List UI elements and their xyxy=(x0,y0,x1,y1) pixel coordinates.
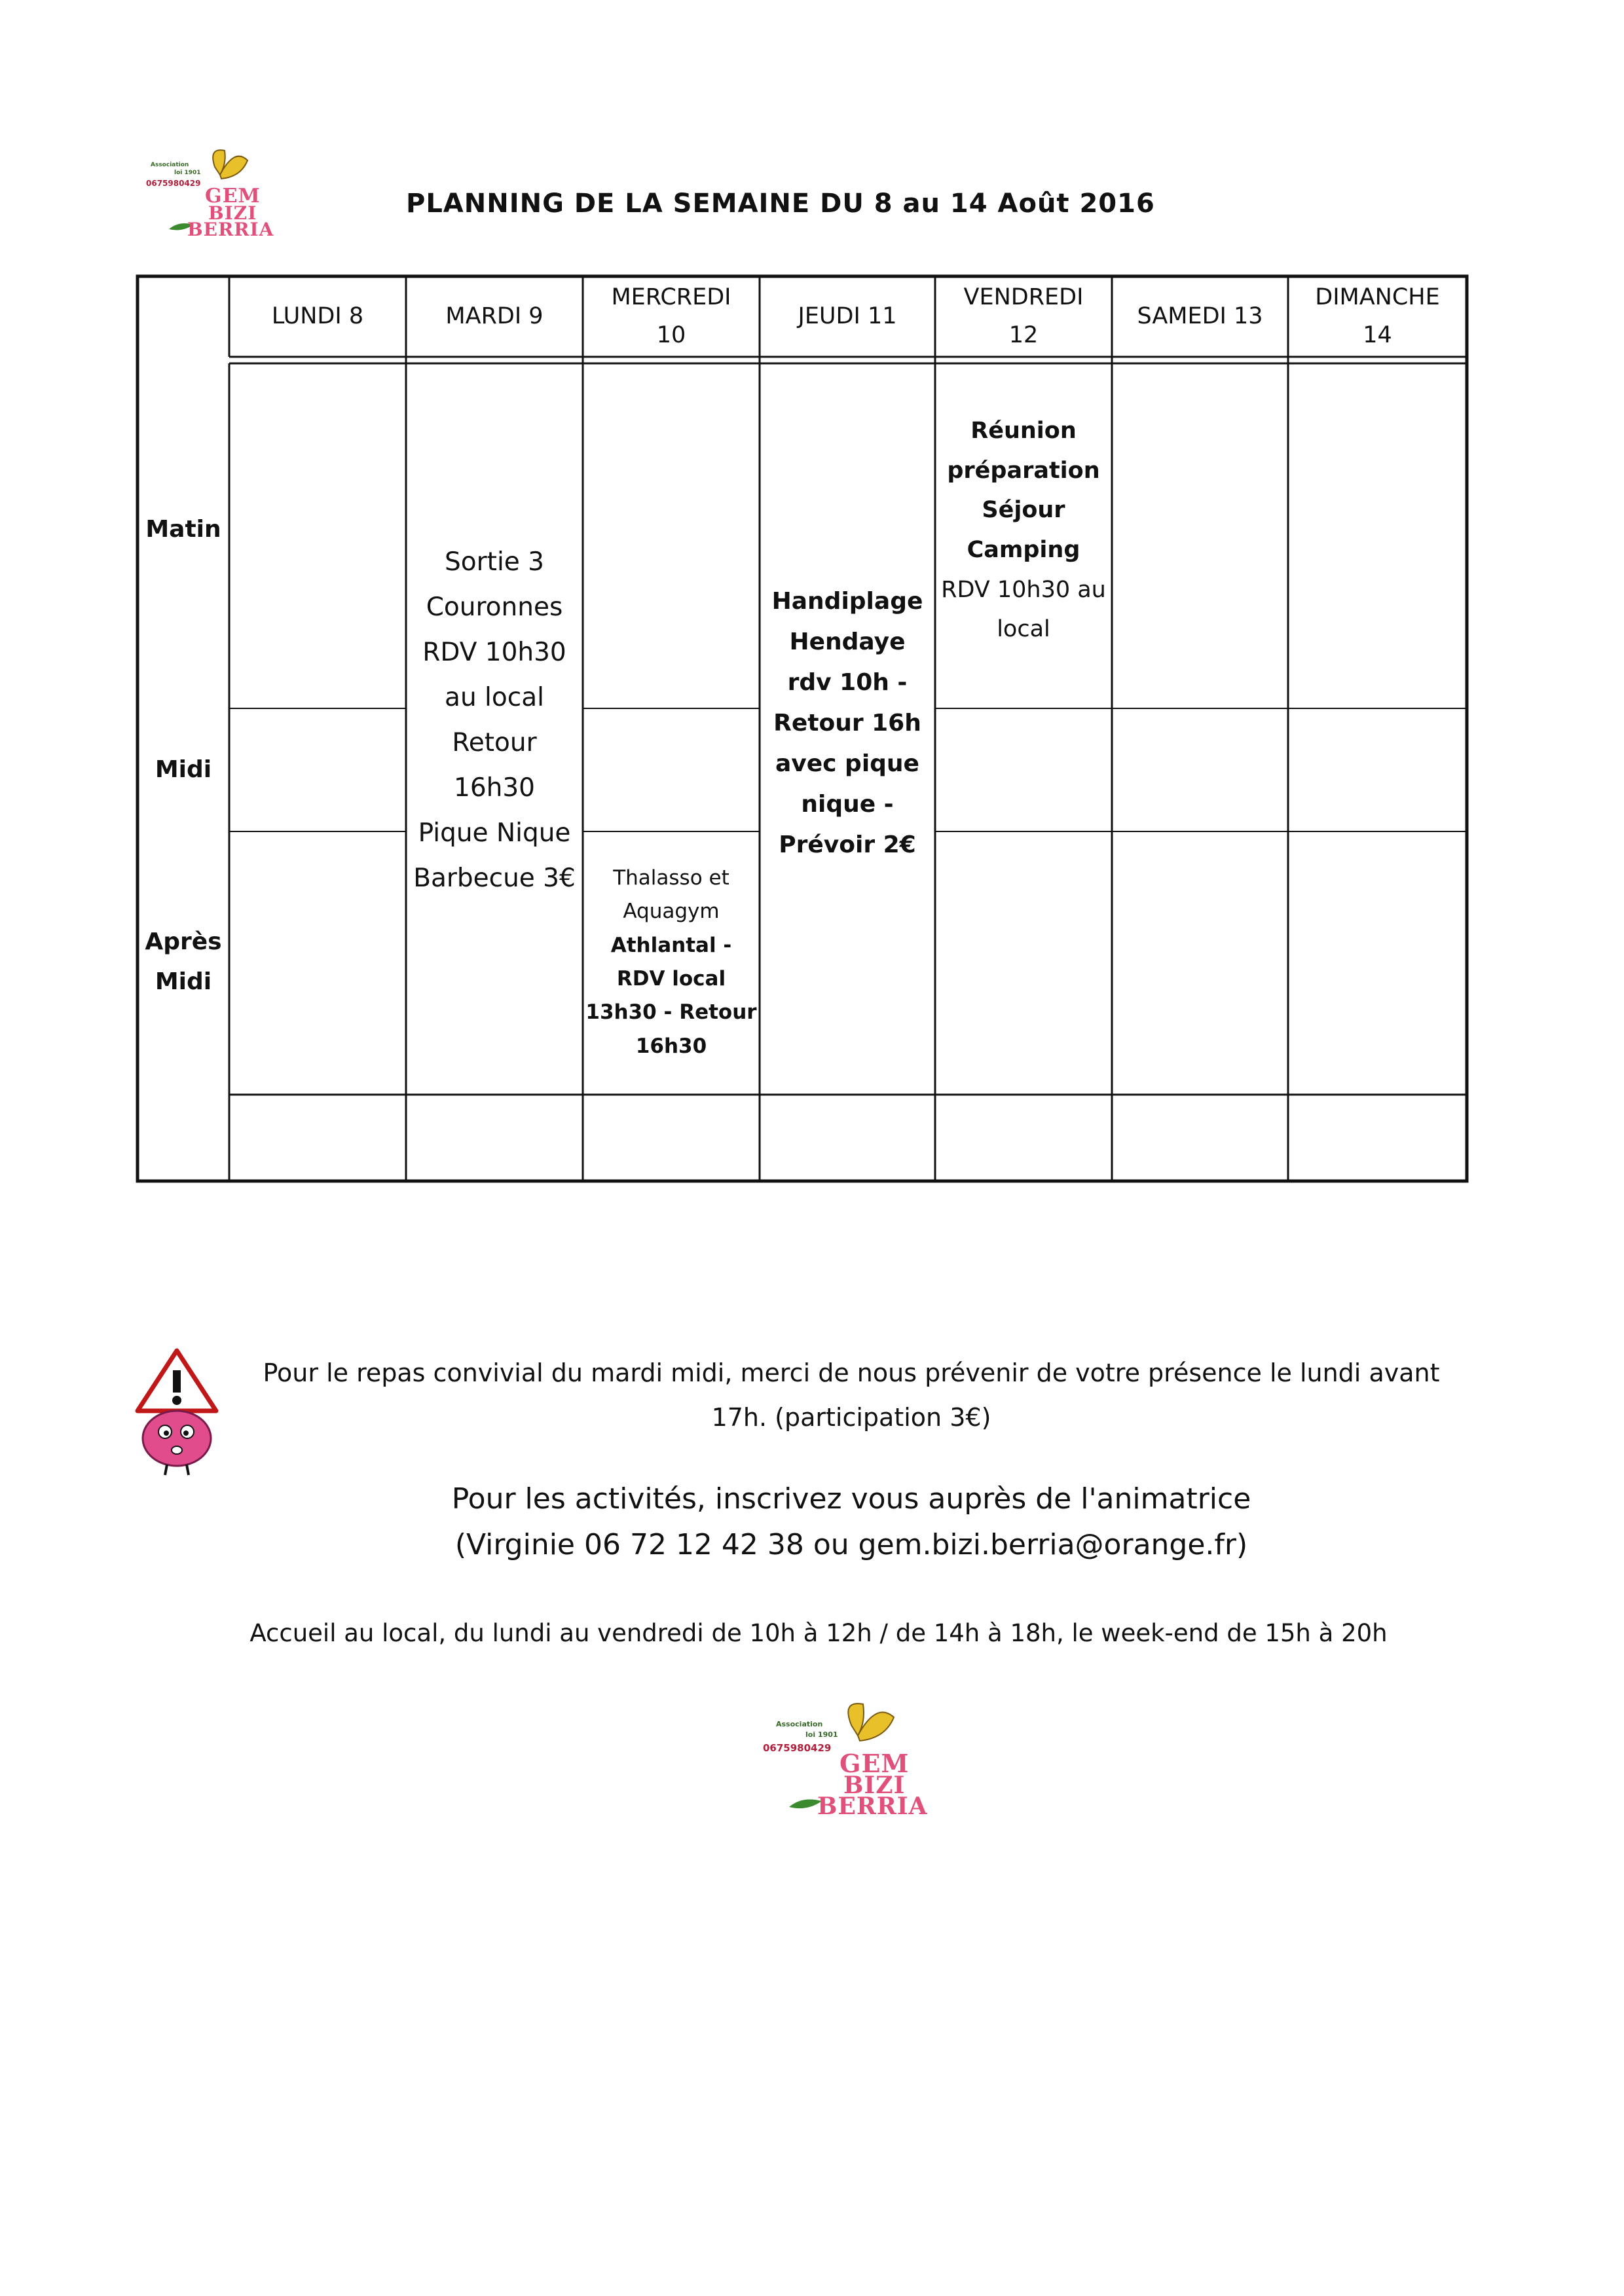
activity-vendredi: Réunion préparation Séjour Camping RDV 10h30 au local xyxy=(941,418,1106,643)
period-midi: Midi xyxy=(155,756,212,783)
header-jeudi: JEUDI 11 xyxy=(798,302,897,329)
activity-jeudi: Handiplage Hendaye rdv 10h - Retour 16h avec pique nique - Prévoir 2€ xyxy=(771,588,923,858)
header-mercredi: MERCREDI 10 xyxy=(611,283,731,348)
page-title: PLANNING DE LA SEMAINE DU 8 au 14 Août 2016 xyxy=(406,189,1155,219)
period-apres-midi: Après Midi xyxy=(145,928,222,996)
period-matin: Matin xyxy=(145,516,221,543)
association-logo-top: Association loi 1901 0675980429 GEM BIZI BERRIA xyxy=(143,141,261,246)
header-vendredi: VENDREDI 12 xyxy=(963,283,1084,348)
header-dimanche: DIMANCHE 14 xyxy=(1315,283,1440,348)
accueil-note: Accueil au local, du lundi au vendredi de 10h à 12h / de 14h à 18h, le week-end de 15h à 20h xyxy=(249,1619,1388,1647)
activity-mercredi: Thalasso et Aquagym Athlantal - RDV local 13h30 - Retour 16h30 xyxy=(585,866,757,1058)
activity-mardi: Sortie 3 Couronnes RDV 10h30 au local Retour 16h30 Pique Nique Barbecue 3€ xyxy=(413,547,576,894)
repas-note: Pour le repas convivial du mardi midi, merci de nous prévenir de votre présence le lundi avant 17h. (participation 3€) xyxy=(263,1358,1440,1432)
inscription-note: Pour les activités, inscrivez vous auprès de l'animatrice (Virginie 06 72 12 42 38 ou gem.bizi.berria@orange.fr) xyxy=(451,1482,1251,1562)
header-lundi: LUNDI 8 xyxy=(271,302,364,329)
header-samedi: SAMEDI 13 xyxy=(1137,302,1263,329)
header-mardi: MARDI 9 xyxy=(445,302,544,329)
warning-mascot-icon xyxy=(131,1345,236,1476)
association-logo-bottom: Association loi 1901 0675980429 GEM BIZI BERRIA xyxy=(760,1692,910,1830)
